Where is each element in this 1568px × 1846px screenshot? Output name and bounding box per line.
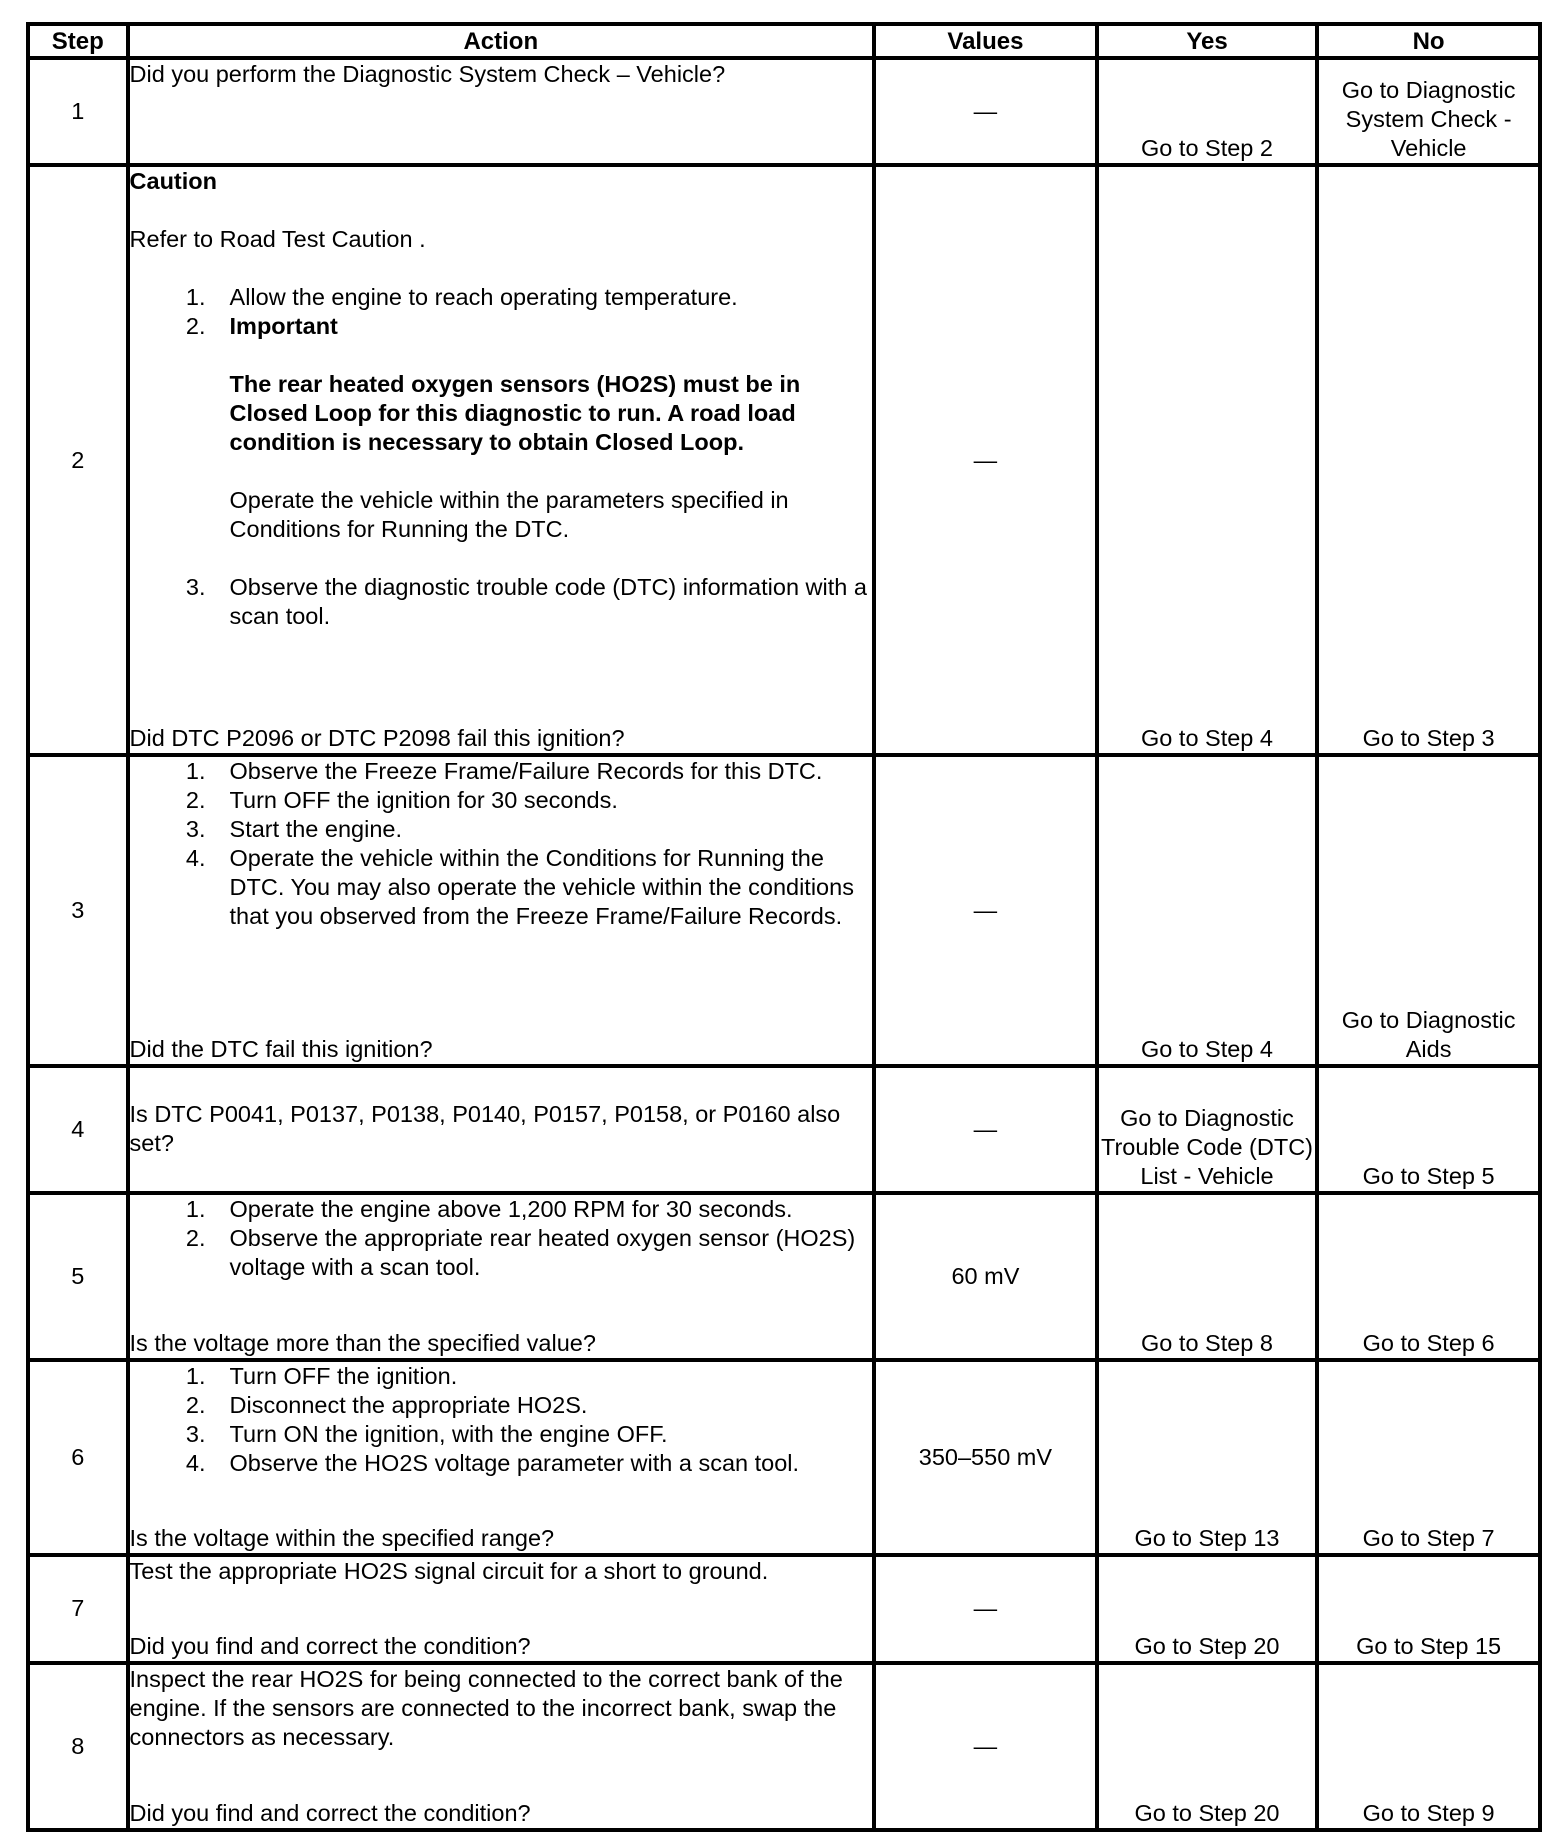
header-action: Action xyxy=(128,24,875,58)
list-item: 3. Observe the diagnostic trouble code (DTC) information with a scan tool. xyxy=(185,574,867,629)
action-cell xyxy=(128,1360,875,1555)
step-number: 1 xyxy=(28,58,128,165)
caution-title: Caution xyxy=(129,168,217,194)
yes-link[interactable]: Go to Step 2 xyxy=(1097,58,1317,165)
step-number: 4 xyxy=(28,1066,128,1193)
no-link[interactable]: Go to Diagnostic Aids xyxy=(1317,755,1540,1065)
procedure-list xyxy=(130,1362,873,1478)
procedure-list xyxy=(130,283,873,631)
action-question: Is the voltage more than the specified value? xyxy=(129,1329,596,1356)
yes-link[interactable]: Go to Diagnostic Trouble Code (DTC) List - Vehicle xyxy=(1097,1066,1317,1193)
value-cell: — xyxy=(874,755,1097,1065)
table-row-step-2 xyxy=(28,165,1540,755)
no-link[interactable]: Go to Diagnostic System Check - Vehicle xyxy=(1317,58,1540,165)
value-cell: — xyxy=(874,165,1097,755)
list-item: 1. Turn OFF the ignition. xyxy=(185,1362,458,1389)
no-link[interactable]: Go to Step 3 xyxy=(1317,165,1540,755)
list-item: 1. Operate the engine above 1,200 RPM for 30 seconds. xyxy=(185,1195,793,1222)
action-cell xyxy=(128,1663,875,1830)
list-item: 3. Turn ON the ignition, with the engine OFF. xyxy=(185,1420,668,1447)
step-number: 8 xyxy=(28,1663,128,1830)
value-cell: — xyxy=(874,1066,1097,1193)
list-item: 1. Allow the engine to reach operating temperature. xyxy=(185,284,738,310)
table-row-step-1 xyxy=(28,58,1540,165)
list-item: 2. Turn OFF the ignition for 30 seconds. xyxy=(185,787,618,814)
step-number: 6 xyxy=(28,1360,128,1555)
value-cell: 350–550 mV xyxy=(874,1360,1097,1555)
value-cell: 60 mV xyxy=(874,1193,1097,1360)
action-cell xyxy=(128,1193,875,1360)
step-number: 2 xyxy=(28,165,128,755)
yes-link[interactable]: Go to Step 8 xyxy=(1097,1193,1317,1360)
procedure-list xyxy=(130,1195,873,1282)
table-row-step-7 xyxy=(28,1555,1540,1663)
list-item: 3. Start the engine. xyxy=(185,816,402,843)
step-number: 5 xyxy=(28,1193,128,1360)
yes-link[interactable]: Go to Step 4 xyxy=(1097,165,1317,755)
table-row-step-5 xyxy=(28,1193,1540,1360)
table-row-step-6 xyxy=(28,1360,1540,1555)
yes-link[interactable]: Go to Step 4 xyxy=(1097,755,1317,1065)
action-text: Did you perform the Diagnostic System Check – Vehicle? xyxy=(129,61,726,87)
list-item: 4. Observe the HO2S voltage parameter with a scan tool. xyxy=(185,1449,800,1476)
action-question: Did you find and correct the condition? xyxy=(129,1633,531,1659)
no-link[interactable]: Go to Step 7 xyxy=(1317,1360,1540,1555)
action-question: Did the DTC fail this ignition? xyxy=(129,1035,433,1062)
step-number: 3 xyxy=(28,755,128,1065)
yes-link[interactable]: Go to Step 20 xyxy=(1097,1555,1317,1663)
yes-link[interactable]: Go to Step 20 xyxy=(1097,1663,1317,1830)
diagnostic-table xyxy=(26,22,1542,1832)
header-values: Values xyxy=(874,24,1097,58)
important-title: Important xyxy=(229,313,338,339)
no-link[interactable]: Go to Step 9 xyxy=(1317,1663,1540,1830)
yes-link[interactable]: Go to Step 13 xyxy=(1097,1360,1317,1555)
table-row-step-8 xyxy=(28,1663,1540,1830)
action-cell xyxy=(128,1555,875,1663)
caution-text: Refer to Road Test Caution . xyxy=(129,226,426,252)
action-question: Did DTC P2096 or DTC P2098 fail this ignition? xyxy=(129,725,625,752)
table-row-step-3 xyxy=(28,755,1540,1065)
value-cell: — xyxy=(874,1663,1097,1830)
list-item: 2. Disconnect the appropriate HO2S. xyxy=(185,1391,588,1418)
action-cell xyxy=(128,58,875,165)
list-item: 2. Observe the appropriate rear heated oxygen sensor (HO2S) voltage with a scan tool. xyxy=(185,1224,856,1280)
action-text: Test the appropriate HO2S signal circuit for a short to ground. xyxy=(129,1557,769,1584)
value-cell: — xyxy=(874,58,1097,165)
list-item: 1. Observe the Freeze Frame/Failure Records for this DTC. xyxy=(185,758,823,785)
no-link[interactable]: Go to Step 15 xyxy=(1317,1555,1540,1663)
header-yes: Yes xyxy=(1097,24,1317,58)
important-note: The rear heated oxygen sensors (HO2S) must be in Closed Loop for this diagnostic to run. A road load condition is necessary to obtain Closed Loop. xyxy=(229,371,801,455)
procedure-list xyxy=(130,757,873,931)
action-text: Inspect the rear HO2S for being connected to the correct bank of the engine. If the sensors are connected to the incorrect bank, swap the connectors as necessary. xyxy=(129,1666,843,1750)
list-item: 2. Important The rear heated oxygen sensors (HO2S) must be in Closed Loop for this diagnostic to run. A road load condition is necessary to obtain Closed Loop. Operate the vehicle within the parameters specified in Conditions for Running the DTC. xyxy=(130,312,873,573)
header-row xyxy=(28,24,1540,58)
operate-instruction: Operate the vehicle within the parameters specified in Conditions for Running the DTC. xyxy=(229,487,789,542)
action-cell xyxy=(128,755,875,1065)
step-number: 7 xyxy=(28,1555,128,1663)
no-link[interactable]: Go to Step 6 xyxy=(1317,1193,1540,1360)
value-cell: — xyxy=(874,1555,1097,1663)
header-no: No xyxy=(1317,24,1540,58)
action-text: Is DTC P0041, P0137, P0138, P0140, P0157, P0158, or P0160 also set? xyxy=(129,1101,841,1157)
no-link[interactable]: Go to Step 5 xyxy=(1317,1066,1540,1193)
table-row-step-4 xyxy=(28,1066,1540,1193)
action-cell xyxy=(128,165,875,755)
action-cell xyxy=(128,1066,875,1193)
list-item: 4. Operate the vehicle within the Conditions for Running the DTC. You may also operate the vehicle within the conditions that you observed from the Freeze Frame/Failure Records. xyxy=(185,845,854,930)
action-question: Is the voltage within the specified range? xyxy=(129,1524,555,1551)
action-question: Did you find and correct the condition? xyxy=(129,1800,531,1826)
header-step: Step xyxy=(28,24,128,58)
